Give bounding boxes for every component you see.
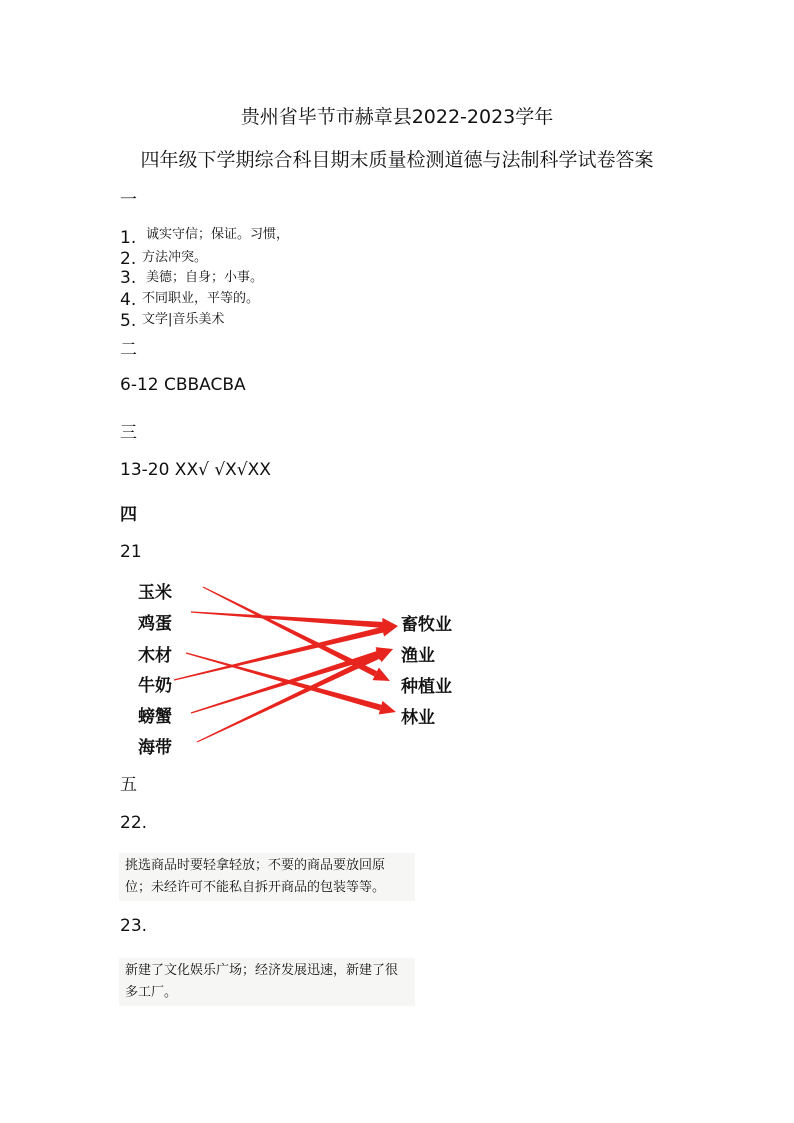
item-2-num: 2.: [120, 249, 137, 269]
section-3-heading: 三: [120, 423, 137, 443]
left-item-corn: 玉米: [138, 583, 172, 603]
question-21-num: 21: [120, 542, 142, 562]
section-2-answer: 6-12 CBBACBA: [120, 375, 246, 395]
left-item-kelp: 海带: [138, 738, 172, 758]
item-4-num: 4.: [120, 290, 137, 310]
title-line-2: 四年级下学期综合科目期末质量检测道德与法制科学试卷答案: [140, 149, 654, 171]
left-item-wood: 木材: [138, 646, 172, 666]
question-22-answer: 挑选商品时要轻拿轻放；不要的商品要放回原位；未经许可不能私自拆开商品的包装等等。: [119, 853, 415, 901]
section-3-answer: 13-20 XX√ √X√XX: [120, 460, 271, 480]
section-1-heading: 一: [120, 190, 137, 210]
section-5-heading: 五: [120, 775, 137, 795]
item-4-answer: 不同职业，平等的。: [142, 291, 260, 306]
section-4-heading: 四: [120, 505, 137, 525]
title-line-1: 贵州省毕节市赫章县2022-2023学年: [240, 106, 554, 128]
match-arrow-4: [174, 623, 398, 681]
right-item-animal-husbandry: 畜牧业: [401, 615, 452, 635]
left-item-egg: 鸡蛋: [138, 614, 172, 634]
item-1-answer: 诚实守信；保证。习惯，: [146, 227, 290, 242]
match-arrow-6: [197, 649, 393, 743]
item-5-num: 5.: [120, 311, 137, 331]
right-item-farming: 种植业: [401, 677, 452, 697]
item-2-answer: 方法冲突。: [142, 250, 208, 265]
match-arrow-2: [191, 611, 398, 632]
right-item-fishery: 渔业: [401, 646, 435, 666]
left-item-crab: 螃蟹: [138, 707, 172, 727]
item-1-num: 1.: [120, 228, 137, 248]
question-22-num: 22.: [120, 813, 148, 833]
item-5-answer: 文学|音乐美术: [142, 312, 225, 327]
item-3-num: 3.: [120, 268, 137, 288]
question-23-answer: 新建了文化娱乐广场；经济发展迅速，新建了很多工厂。: [119, 958, 415, 1006]
question-23-num: 23.: [120, 916, 148, 936]
left-item-milk: 牛奶: [138, 676, 172, 696]
section-2-heading: 二: [120, 340, 137, 360]
item-3-answer: 美德；自身；小事。: [146, 270, 264, 285]
right-item-forestry: 林业: [401, 708, 435, 728]
